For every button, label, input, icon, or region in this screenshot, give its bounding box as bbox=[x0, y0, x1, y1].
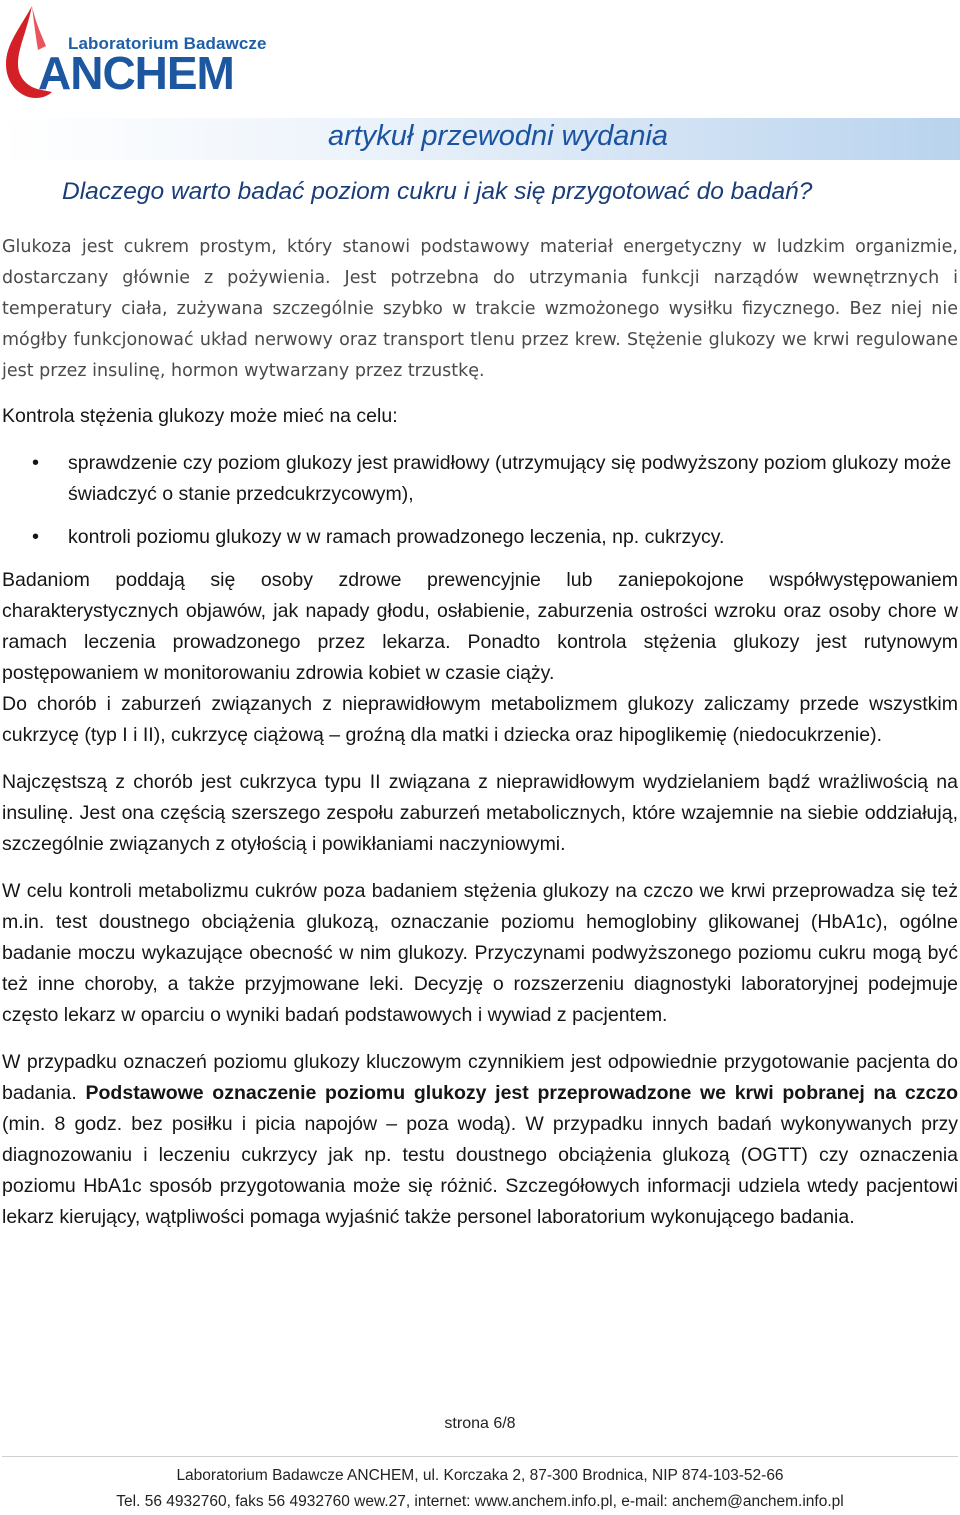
list-item: • sprawdzenie czy poziom glukozy jest prawidłowy (utrzymujący się podwyższony poziom glukozy może świadczyć o stanie przedcukrzycowym), bbox=[2, 448, 958, 510]
article-body bbox=[2, 232, 958, 1233]
logo-wordmark: ANCHEM bbox=[38, 47, 234, 99]
text-span: (min. 8 godz. bez posiłku i picia napojów – poza wodą). W przypadku innych badań wykonywanych przy diagnozowaniu i leczeniu cukrzycy jak np. testu doustnego obciążenia glukozą (OGTT) czy oznaczenia poziomu HbA1c sposób przygotowania może się różnić. Szczegółowych informacji udziela wtedy pacjentowi lekarz kierujący, wątpliwości pomaga wyjaśnić także personel laboratorium wykonującego badania. bbox=[2, 1113, 958, 1228]
footer-contact bbox=[0, 1463, 960, 1515]
footer-address: Laboratorium Badawcze ANCHEM, ul. Korczaka 2, 87-300 Brodnica, NIP 874-103-52-66 bbox=[176, 1467, 784, 1484]
page-number: strona 6/8 bbox=[444, 1415, 516, 1432]
logo-subtitle: Laboratorium Badawcze bbox=[68, 34, 267, 53]
paragraph-badaniom: Badaniom poddają się osoby zdrowe prewencyjnie lub zaniepokojone współwystępowaniem charakterystycznych objawów, jak napady głodu, osłabienie, zaburzenia ostrości wzroku oraz osoby chore w ramach leczenia prowadzonego przez lekarza. Ponadto kontrola stężenia glukozy jest rutynowym postępowaniem w monitorowaniu zdrowia kobiet w czasie ciąży. bbox=[2, 569, 958, 684]
bold-emphasis: Podstawowe oznaczenie poziomu glukozy jest przeprowadzone we krwi pobranej na czczo bbox=[85, 1082, 958, 1104]
text-span: W przypadku oznaczeń poziomu glukozy kluczowym czynnikiem jest odpowiednie przygotowanie pacjenta do badania. bbox=[2, 1051, 958, 1104]
footer-divider bbox=[2, 1456, 958, 1457]
control-list bbox=[2, 448, 958, 553]
intro-paragraph: Glukoza jest cukrem prostym, który stanowi podstawowy materiał energetyczny w ludzkim organizmie, dostarczany głównie z pożywienia. Jest potrzebna do utrzymania funkcji narządów wewnętrznych i temperatury ciała, zużywana szczególnie szybko w trakcie wzmożonego wysiłku fizycznego. Bez niej nie mógłby funkcjonować układ nerwowy oraz transport tlenu przez krew. Stężenie glukozy we krwi regulowane jest przez insulinę, hormon wytwarzany przez trzustkę. bbox=[2, 237, 958, 381]
paragraph-chorob: Do chorób i zaburzeń związanych z nieprawidłowym metabolizmem glukozy zaliczamy przede wszystkim cukrzycę (typ I i II), cukrzycę ciążową – groźną dla matki i dziecka oraz hipoglikemię (niedocukrzenie). bbox=[2, 693, 958, 746]
paragraph-przygotowanie bbox=[2, 1047, 958, 1233]
anchem-logo bbox=[2, 4, 267, 100]
control-lead: Kontrola stężenia glukozy może mieć na celu: bbox=[2, 405, 398, 427]
page-header bbox=[0, 0, 960, 118]
footer-contact-line: Tel. 56 4932760, faks 56 4932760 wew.27, internet: www.anchem.info.pl, e-mail: anchem@anchem.info.pl bbox=[116, 1493, 844, 1510]
paragraph-najczestsza: Najczęstszą z chorób jest cukrzyca typu II związana z nieprawidłowym wydzielaniem bądź wrażliwością na insulinę. Jest ona częścią szerszego zespołu zaburzeń metabolicznych, które wzajemnie na siebie oddziałują, szczególnie związanych z otyłością i powikłaniami naczyniowymi. bbox=[2, 771, 958, 855]
section-label: artykuł przewodni wydania bbox=[327, 120, 669, 152]
paragraph-kontrola-metabolizmu: W celu kontroli metabolizmu cukrów poza badaniem stężenia glukozy na czczo we krwi przeprowadza się też m.in. test doustnego obciążenia glukozą, oznaczanie poziomu hemoglobiny glikowanej (HbA1c), ogólne badanie moczu wykazujące obecność w nim glukozy. Przyczynami podwyższonego poziomu cukru mogą być też inne choroby, a także przyjmowane leki. Decyzję o rozszerzeniu diagnostyki laboratoryjnej podejmuje często lekarz w oparciu o wyniki badań podstawowych i wywiad z pacjentem. bbox=[2, 880, 958, 1026]
list-item: • kontroli poziomu glukozy w w ramach prowadzonego leczenia, np. cukrzycy. bbox=[2, 522, 958, 553]
article-title: Dlaczego warto badać poziom cukru i jak się przygotować do badań? bbox=[62, 178, 813, 205]
